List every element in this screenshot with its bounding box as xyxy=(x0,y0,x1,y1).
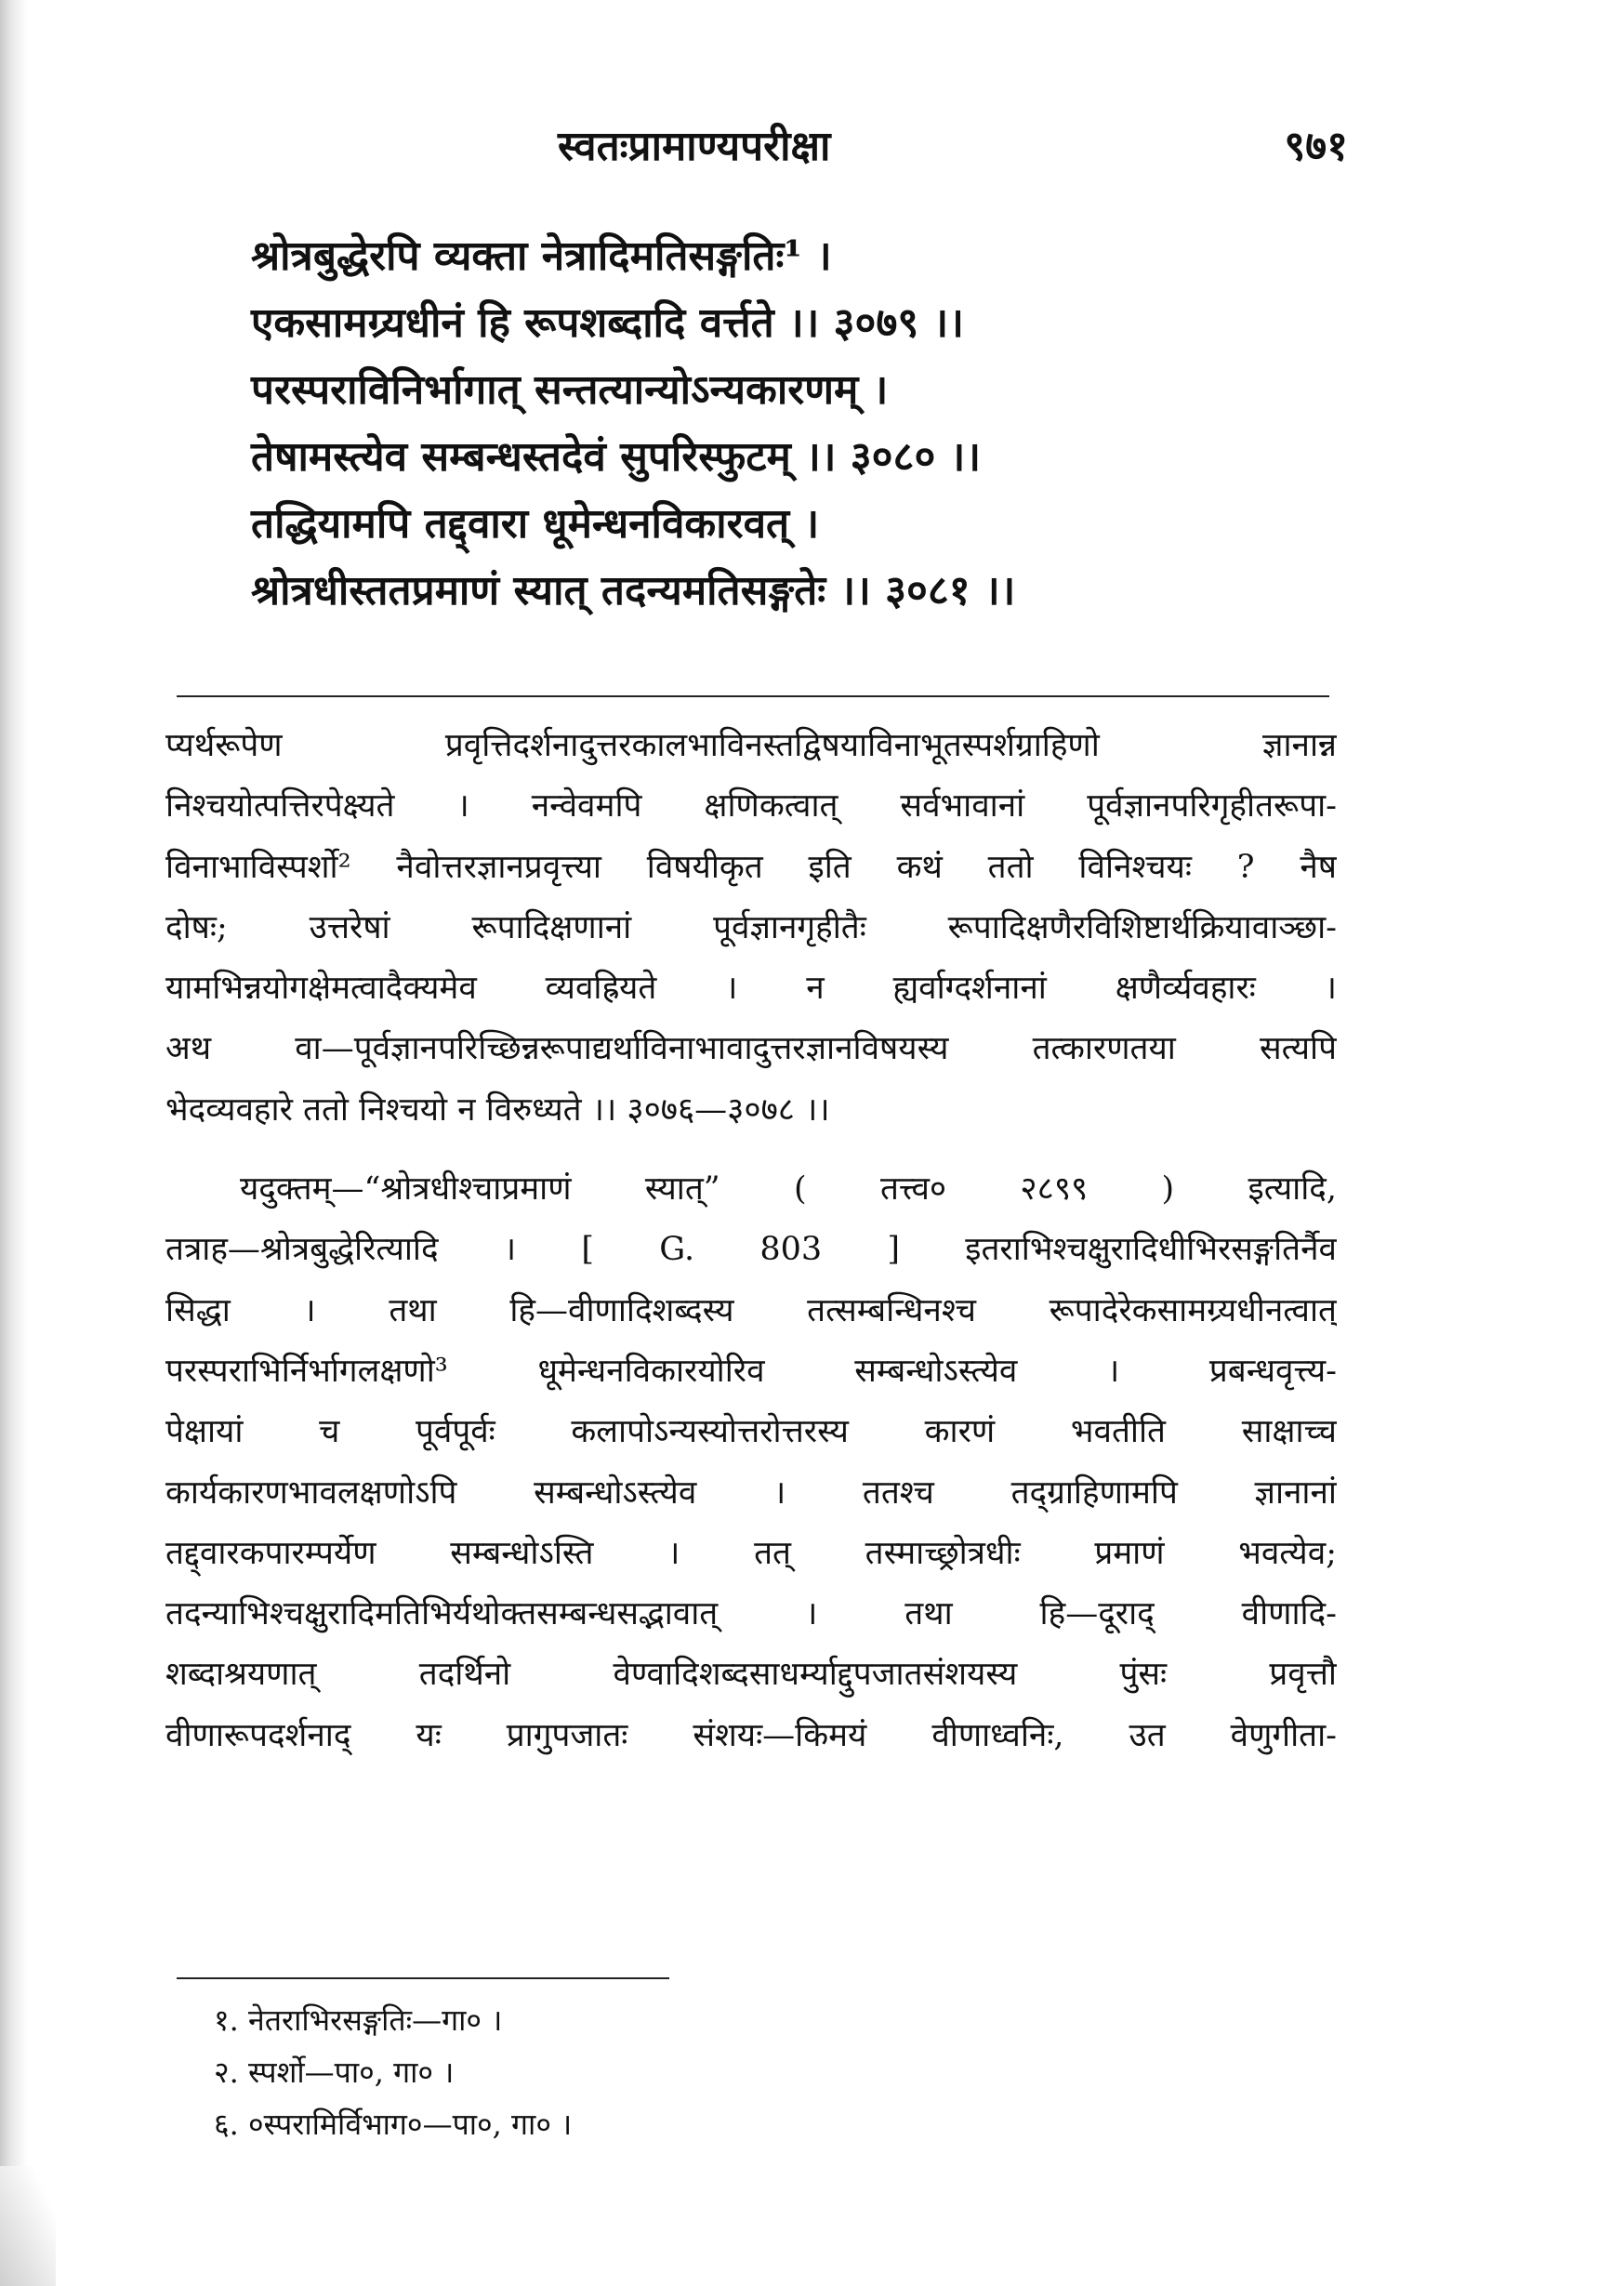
footnote: ६. ०स्परामिर्विभाग०—पा०, गा० । xyxy=(214,2107,573,2142)
verse-line: श्रोत्रधीस्ततप्रमाणं स्यात् तदन्यमतिसङ्गतेः ।। ३०८१ ।। xyxy=(251,567,1016,614)
commentary-line: भेदव्यवहारे ततो निश्चयो न विरुध्यते ।। ३०७६—३०७८ ।। xyxy=(165,1090,830,1129)
footnotes xyxy=(214,1994,865,2150)
commentary-line: सिद्धा । तथा हि—वीणादिशब्दस्य तत्सम्बन्धिनश्च रूपादेरेकसामग्र्यधीनत्वात् xyxy=(165,1291,1337,1329)
commentary-line: पेक्षायां च पूर्वपूर्वः कलापोऽन्यस्योत्तरोत्तरस्य कारणं भवतीति साक्षाच्च xyxy=(165,1413,1337,1451)
scan-edge-shadow xyxy=(0,0,28,2286)
commentary-line: कार्यकारणभावलक्षणोऽपि सम्बन्धोऽस्त्येव । ततश्च तद्ग्राहिणामपि ज्ञानानां xyxy=(165,1473,1337,1512)
commentary-line: शब्दाश्रयणात् तदर्थिनो वेण्वादिशब्दसाधर्म्याद्दुपजातसंशयस्य पुंसः प्रवृत्तौ xyxy=(165,1656,1337,1694)
verse-divider xyxy=(177,695,1329,697)
commentary-line: अथ वा—पूर्वज्ञानपरिच्छिन्नरूपाद्यर्थाविनाभावादुत्तरज्ञानविषयस्य तत्कारणतया सत्यपि xyxy=(165,1030,1337,1068)
page-header xyxy=(279,116,1348,191)
commentary-line: प्यर्थरूपेण प्रवृत्तिदर्शनादुत्तरकालभाविनस्तद्विषयाविनाभूतस्पर्शग्राहिणो ज्ञानान्न xyxy=(165,727,1337,764)
commentary-block xyxy=(165,716,1337,1766)
scan-corner-shadow xyxy=(0,2166,56,2286)
verse-line: तेषामस्त्येव सम्बन्धस्तदेवं सुपरिस्फुटम् ।। ३०८० ।। xyxy=(251,433,981,481)
commentary-line: परस्पराभिर्निर्भागलक्षणो³ धूमेन्धनविकारयोरिव सम्बन्धोऽस्त्येव । प्रबन्धवृत्त्य- xyxy=(165,1352,1337,1390)
running-title: स्वतःप्रामाण्यपरीक्षा xyxy=(558,123,831,170)
commentary-line: निश्चयोत्पत्तिरपेक्ष्यते । नन्वेवमपि क्षणिकत्वात् सर्वभावानां पूर्वज्ञानपरिगृहीतरूपा- xyxy=(165,787,1337,826)
commentary-line: यदुक्तम्—“श्रोत्रधीश्चाप्रमाणं स्यात्” ( तत्त्व० २८९९ ) इत्यादि, xyxy=(240,1170,1337,1209)
commentary-line: तद्द्वारकपारम्पर्येण सम्बन्धोऽस्ति । तत् तस्माच्छ्रोत्रधीः प्रमाणं भवत्येव; xyxy=(165,1534,1337,1572)
footnote: २. स्पर्शो—पा०, गा० । xyxy=(214,2055,455,2090)
commentary-line: दोषः; उत्तरेषां रूपादिक्षणानां पूर्वज्ञानगृहीतैः रूपादिक्षणैरविशिष्टार्थक्रियावाञ्छा- xyxy=(165,908,1337,946)
commentary-line: तत्राह—श्रोत्रबुद्धेरित्यादि । [ G. 803 ] इतराभिश्चक्षुरादिधीभिरसङ्गतिर्नैव xyxy=(165,1231,1337,1269)
verse-line: श्रोत्रबुद्धेरपि व्यक्ता नेत्रादिमतिसङ्गतिः¹ । xyxy=(251,232,832,280)
commentary-line: विनाभाविस्पर्शो² नैवोत्तरज्ञानप्रवृत्त्या विषयीकृत इति कथं ततो विनिश्चयः ? नैष xyxy=(165,848,1337,886)
verse-block xyxy=(251,223,1320,625)
verse-line: एकसामग्र्यधीनं हि रूपशब्दादि वर्त्तते ।। ३०७९ ।। xyxy=(251,299,964,347)
commentary-paragraph xyxy=(165,716,1337,1141)
verse-line: तद्धियामपि तद्द्वारा धूमेन्धनविकारवत् । xyxy=(251,500,820,548)
commentary-line: वीणारूपदर्शनाद् यः प्रागुपजातः संशयः—किमयं वीणाध्वनिः, उत वेणुगीता- xyxy=(165,1716,1337,1754)
commentary-line: तदन्याभिश्चक्षुरादिमतिभिर्यथोक्तसम्बन्धसद्भावात् । तथा हि—दूराद् वीणादि- xyxy=(165,1595,1337,1633)
page-number: ९७१ xyxy=(1284,123,1348,170)
commentary-line: यामभिन्नयोगक्षेमत्वादैक्यमेव व्यवह्रियते । न ह्यर्वाग्दर्शनानां क्षणैर्व्यवहारः । xyxy=(165,970,1337,1008)
footnote: १. नेतराभिरसङ्गतिः—गा० । xyxy=(214,2002,503,2038)
verse-line: परस्पराविनिर्भागात् सन्तत्यान्योऽन्यकारणम् । xyxy=(251,366,889,414)
footnote-divider xyxy=(177,1977,669,1979)
commentary-paragraph xyxy=(165,1159,1337,1766)
